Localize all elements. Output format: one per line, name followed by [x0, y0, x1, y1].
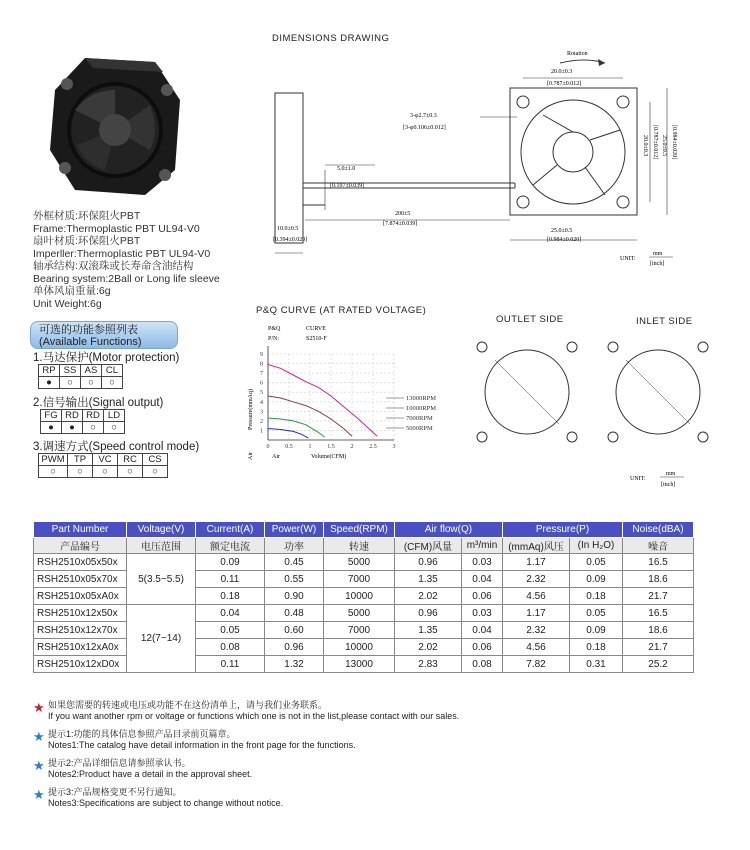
pq-chart — [236, 318, 456, 468]
functions-header — [30, 321, 178, 349]
opt-cell: PWM — [39, 454, 68, 466]
opt-mark: ○ — [118, 466, 143, 478]
table-cell: 0.09 — [196, 554, 265, 571]
functions-header-en: (Available Functions) — [39, 336, 142, 348]
motor-protection-title: 1.马达保护(Motor protection) — [33, 352, 180, 364]
table-cell: 0.31 — [570, 656, 623, 673]
y-tick-label: 4 — [260, 399, 263, 406]
dimensions-drawing — [265, 45, 705, 270]
spec-line: 外框材质:环保阻火PBT — [33, 210, 141, 222]
col-voltage: Voltage(V) — [127, 522, 196, 538]
dim-right-out: 25.0±0.5 — [661, 135, 667, 157]
table-cell: 0.04 — [462, 571, 503, 588]
dim-right-in: 20.0±0.3 — [642, 135, 648, 157]
sub-header: (CFM)风量 — [395, 538, 462, 554]
table-cell: 0.96 — [265, 639, 324, 656]
spec-line: Imperller:Thermoplastic PBT UL94-V0 — [33, 247, 211, 260]
sub-header: 额定电流 — [196, 538, 265, 554]
table-cell: 0.18 — [570, 639, 623, 656]
notes — [33, 700, 459, 816]
table-cell: 0.90 — [265, 588, 324, 605]
table-cell: 16.5 — [623, 554, 694, 571]
table-cell: 5000 — [324, 605, 395, 622]
opt-mark: ● — [39, 377, 60, 389]
dim-side-h-in: [0.394±0.020] — [273, 237, 308, 243]
table-cell: 0.09 — [570, 571, 623, 588]
opt-cell: CL — [102, 365, 123, 377]
table-cell: 0.18 — [196, 588, 265, 605]
opt-cell: TP — [68, 454, 93, 466]
dim-bottom-w-in: [0.984±0.020] — [547, 237, 582, 243]
opt-cell: CS — [143, 454, 168, 466]
y-tick-label: 7 — [260, 371, 263, 378]
spec-table — [33, 521, 694, 673]
drawing-title: DIMENSIONS DRAWING — [272, 33, 390, 44]
opt-cell: RD — [83, 410, 104, 422]
table-cell: 0.05 — [196, 622, 265, 639]
table-cell: 4.56 — [503, 588, 570, 605]
dim-bottom-w: 25.0±0.5 — [551, 228, 573, 234]
signal-output-title: 2.信号输出(Signal output) — [33, 397, 164, 409]
table-cell: 0.05 — [570, 605, 623, 622]
opt-cell: RP — [39, 365, 60, 377]
x-tick-label: 1.5 — [327, 444, 335, 450]
note-cn: 提示1:功能的具体信息参照产品目录前页篇章。 — [48, 729, 236, 739]
table-cell: 1.17 — [503, 605, 570, 622]
signal-output-table — [40, 409, 125, 434]
unit-label-2: UNIT: — [630, 476, 646, 482]
voltage-range: 5(3.5~5.5) — [127, 554, 196, 605]
table-cell: 7000 — [324, 622, 395, 639]
opt-mark: ○ — [102, 377, 123, 389]
table-cell: 18.6 — [623, 622, 694, 639]
y-tick-label: 3 — [260, 409, 263, 416]
table-cell: 0.06 — [462, 588, 503, 605]
opt-mark: ● — [41, 422, 62, 434]
x-axis-label: Volume(CFM) — [311, 454, 347, 460]
table-cell: 0.08 — [196, 639, 265, 656]
table-cell: 0.06 — [462, 639, 503, 656]
legend-label: 10000RPM — [406, 405, 436, 412]
table-cell: 10000 — [324, 639, 395, 656]
y-tick-label: 8 — [260, 361, 263, 368]
part-number: RSH2510x12xA0x — [34, 639, 127, 656]
legend-label: 13000RPM — [406, 395, 436, 402]
part-number: RSH2510x05x50x — [34, 554, 127, 571]
part-number: RSH2510x05x70x — [34, 571, 127, 588]
opt-mark: ● — [62, 422, 83, 434]
table-cell: 0.09 — [570, 622, 623, 639]
table-cell: 0.08 — [462, 656, 503, 673]
table-cell: 0.96 — [395, 605, 462, 622]
note-cn: 提示3:产品规格变更不另行通知。 — [48, 787, 182, 797]
series-line-5000rpm — [268, 429, 308, 439]
note-en: Notes3:Specifications are subject to change without notice. — [48, 798, 284, 808]
table-cell: 0.96 — [395, 554, 462, 571]
x-tick-label: 1 — [308, 444, 312, 450]
table-cell: 0.55 — [265, 571, 324, 588]
dim-top-w: 20.0±0.3 — [551, 69, 573, 75]
table-cell: 25.2 — [623, 656, 694, 673]
unit-mm: mm — [653, 251, 663, 257]
air-label: Air — [272, 454, 280, 460]
note-item — [33, 758, 459, 780]
pn-label: P/N: — [268, 336, 280, 342]
part-number: RSH2510x12xD0x — [34, 656, 127, 673]
table-cell: 0.04 — [462, 622, 503, 639]
material-specs — [33, 210, 220, 310]
sub-header: m³/min — [462, 538, 503, 554]
dim-depth-in: [0.197±0.039] — [330, 183, 365, 189]
spec-line: Frame:Thermoplastic PBT UL94-V0 — [33, 222, 200, 235]
speed-control-title: 3.调速方式(Speed control mode) — [33, 441, 200, 453]
note-cn: 提示2:产品详细信息请参照承认书。 — [48, 758, 191, 768]
y-tick-label: 1 — [260, 428, 263, 435]
dim-top-w-in: [0.787±0.012] — [547, 81, 582, 87]
table-cell: 1.32 — [265, 656, 324, 673]
opt-cell: AS — [81, 365, 102, 377]
note-en: If you want another rpm or voltage or functions which one is not in the list,please contact with our sales. — [48, 711, 460, 721]
table-cell: 18.6 — [623, 571, 694, 588]
table-cell: 0.60 — [265, 622, 324, 639]
table-cell: 2.32 — [503, 571, 570, 588]
x-tick-label: 0.5 — [285, 444, 293, 450]
sub-header: (mmAq)风压 — [503, 538, 570, 554]
dim-lead-in: [7.874±0.039] — [383, 221, 418, 227]
dim-right-in-in: [0.787±0.012] — [652, 125, 658, 160]
table-cell: 5000 — [324, 554, 395, 571]
note-cn: 如果您需要的转速或电压或功能不在这份清单上，请与我们业务联系。 — [48, 700, 328, 710]
sub-header: 转速 — [324, 538, 395, 554]
fan-photo — [45, 50, 190, 200]
opt-cell: RC — [118, 454, 143, 466]
spec-line: Unit Weight:6g — [33, 297, 102, 310]
note-item — [33, 700, 459, 722]
spec-line: Bearing system:2Ball or Long life sleeve — [33, 272, 220, 285]
star-icon: ★ — [33, 758, 45, 773]
note-en: Notes1:The catalog have detail information in the front page for the functions. — [48, 740, 356, 750]
spec-line: 扇叶材质:环保阻火PBT — [33, 235, 141, 247]
air-label-vertical: Air — [248, 452, 254, 460]
table-cell: 2.83 — [395, 656, 462, 673]
sub-header: 噪音 — [623, 538, 694, 554]
dim-right-out-in: [0.984±0.020] — [671, 125, 677, 160]
dim-depth: 5.0±1.0 — [337, 166, 356, 172]
unit-label: UNIT: — [620, 256, 636, 262]
sub-header: 功率 — [265, 538, 324, 554]
table-cell: 7.82 — [503, 656, 570, 673]
x-tick-label: 2.5 — [369, 444, 377, 450]
table-cell: 16.5 — [623, 605, 694, 622]
opt-mark: ○ — [68, 466, 93, 478]
outlet-inlet-drawing — [470, 325, 720, 495]
x-tick-label: 3 — [392, 444, 396, 450]
table-cell: 2.32 — [503, 622, 570, 639]
note-en: Notes2:Product have a detail in the approval sheet. — [48, 769, 253, 779]
outlet-title: OUTLET SIDE — [496, 314, 564, 325]
dim-lead: 200±5 — [395, 211, 411, 217]
col-current: Current(A) — [196, 522, 265, 538]
table-cell: 2.02 — [395, 588, 462, 605]
unit-mm-2: mm — [666, 471, 676, 477]
star-icon: ★ — [33, 787, 45, 802]
dim-hole: 3-φ2.7±0.3 — [410, 113, 437, 119]
spec-line: 单体风扇重量:6g — [33, 285, 111, 297]
x-tick-label: 0 — [266, 444, 270, 450]
spec-line: 轴承结构:双滚珠或长寿命含油结构 — [33, 260, 194, 272]
part-number: RSH2510x12x70x — [34, 622, 127, 639]
legend-label: 7000RPM — [406, 415, 433, 422]
col-pressure: Pressure(P) — [503, 522, 623, 538]
part-number: RSH2510x05xA0x — [34, 588, 127, 605]
opt-cell: VC — [93, 454, 118, 466]
note-item — [33, 787, 459, 809]
table-cell: 21.7 — [623, 639, 694, 656]
table-cell: 0.03 — [462, 554, 503, 571]
rotation-label: Rotation — [567, 51, 588, 57]
opt-cell: FG — [41, 410, 62, 422]
sub-header: 电压范围 — [127, 538, 196, 554]
opt-mark: ○ — [81, 377, 102, 389]
opt-mark: ○ — [104, 422, 125, 434]
dim-side-h: 10.0±0.5 — [277, 226, 299, 232]
y-tick-label: 9 — [260, 352, 263, 358]
table-cell: 13000 — [324, 656, 395, 673]
pn-value: S2510-F — [306, 336, 327, 342]
opt-cell: LD — [104, 410, 125, 422]
legend-label: 5000RPM — [406, 425, 433, 432]
table-cell: 21.7 — [623, 588, 694, 605]
table-cell: 0.03 — [462, 605, 503, 622]
note-item — [33, 729, 459, 751]
table-cell: 0.45 — [265, 554, 324, 571]
table-cell: 0.05 — [570, 554, 623, 571]
unit-inch: [inch] — [650, 261, 665, 267]
y-axis-label: Pressure(mmAq) — [248, 389, 254, 430]
table-cell: 0.18 — [570, 588, 623, 605]
opt-cell: SS — [60, 365, 81, 377]
table-cell: 0.04 — [196, 605, 265, 622]
table-cell: 1.35 — [395, 571, 462, 588]
inlet-title: INLET SIDE — [636, 316, 693, 327]
col-airflow: Air flow(Q) — [395, 522, 503, 538]
series-line-13000rpm — [268, 365, 377, 437]
table-cell: 0.48 — [265, 605, 324, 622]
pq-title: P&Q CURVE (AT RATED VOLTAGE) — [256, 305, 427, 316]
table-cell: 0.11 — [196, 656, 265, 673]
table-cell: 1.17 — [503, 554, 570, 571]
table-cell: 1.35 — [395, 622, 462, 639]
table-cell: 4.56 — [503, 639, 570, 656]
voltage-range: 12(7~14) — [127, 605, 196, 673]
part-number: RSH2510x12x50x — [34, 605, 127, 622]
motor-protection-table — [38, 364, 123, 389]
pq-label: P&Q — [268, 326, 281, 332]
y-tick-label: 2 — [260, 418, 263, 425]
opt-mark: ○ — [143, 466, 168, 478]
col-power: Power(W) — [265, 522, 324, 538]
y-tick-label: 6 — [260, 380, 263, 387]
opt-mark: ○ — [60, 377, 81, 389]
x-tick-label: 2 — [350, 444, 354, 450]
y-tick-label: 5 — [260, 390, 263, 397]
col-noise: Noise(dBA) — [623, 522, 694, 538]
speed-control-table — [38, 453, 168, 478]
unit-inch-2: [inch] — [661, 482, 676, 488]
star-icon: ★ — [33, 729, 45, 744]
col-speed: Speed(RPM) — [324, 522, 395, 538]
opt-cell: RD — [62, 410, 83, 422]
star-icon: ★ — [33, 700, 45, 715]
sub-header: 产品编号 — [34, 538, 127, 554]
opt-mark: ○ — [83, 422, 104, 434]
sub-header: (In H₂O) — [570, 538, 623, 554]
table-cell: 0.11 — [196, 571, 265, 588]
curve-label: CURVE — [306, 326, 326, 332]
table-cell: 2.02 — [395, 639, 462, 656]
functions-header-cn: 可选的功能参照列表 — [39, 324, 138, 336]
opt-mark: ○ — [39, 466, 68, 478]
dim-hole-in: [3-φ0.106±0.012] — [403, 125, 446, 131]
col-part-number: Part Number — [34, 522, 127, 538]
table-cell: 7000 — [324, 571, 395, 588]
table-cell: 10000 — [324, 588, 395, 605]
opt-mark: ○ — [93, 466, 118, 478]
